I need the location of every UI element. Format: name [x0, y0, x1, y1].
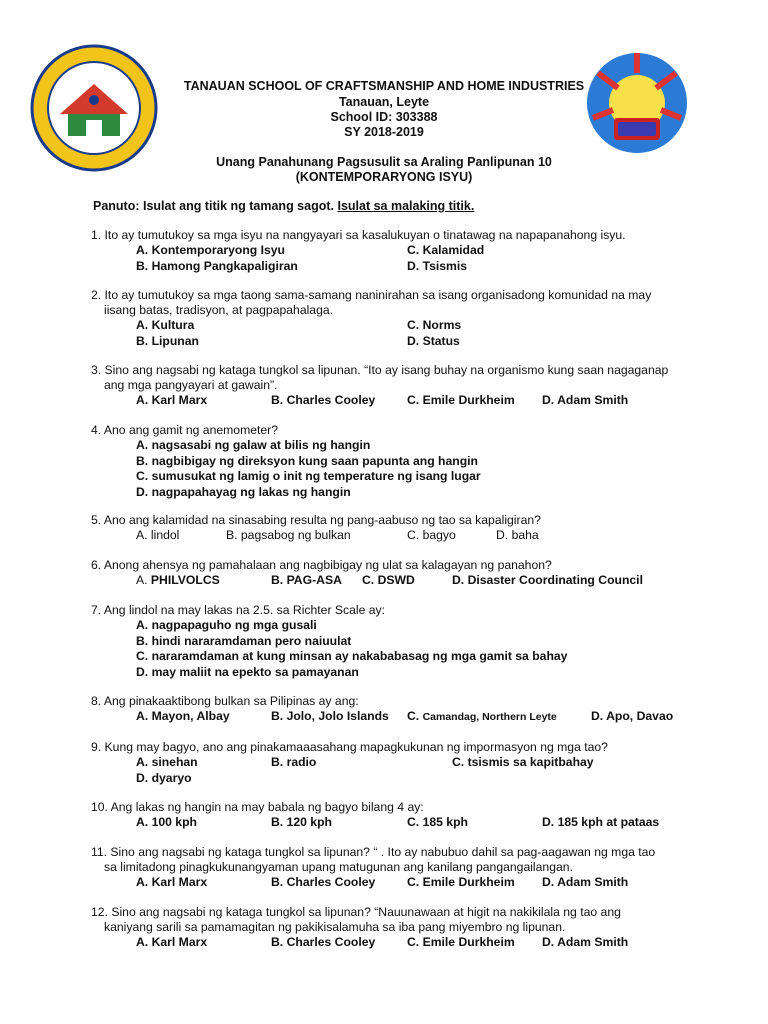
question-6	[91, 558, 691, 589]
option-a: A. Mayon, Albay	[136, 709, 230, 723]
question-3	[91, 363, 691, 409]
instructions-text: Panuto: Isulat ang titik ng tamang sagot.	[93, 199, 338, 213]
option-b: B. PAG-ASA	[271, 573, 342, 587]
question-stem: 2. Ito ay tumutukoy sa mga taong sama-samang naninirahan sa isang organisadong komunidad na may	[91, 288, 652, 302]
option-b: B. 120 kph	[271, 815, 332, 829]
option-c: C. 185 kph	[407, 815, 468, 829]
option-b: B. pagsabog ng bulkan	[226, 528, 351, 542]
option-b: B. Lipunan	[136, 333, 199, 348]
option-a: A. nagsasabi ng galaw at bilis ng hangin	[136, 438, 371, 452]
option-b: B. Hamong Pangkapaligiran	[136, 258, 298, 273]
option-a: A. Kultura	[136, 318, 195, 332]
option-d: D. Disaster Coordinating Council	[452, 573, 643, 587]
question-stem-cont: ang mga pangyayari at gawain”.	[104, 378, 278, 392]
option-c: C. Kalamidad	[407, 243, 485, 257]
option-c: C. Emile Durkheim	[407, 935, 515, 949]
question-stem: 4. Ano ang gamit ng anemometer?	[91, 423, 278, 437]
option-c: C. tsismis sa kapitbahay	[452, 755, 594, 769]
question-5	[91, 513, 691, 544]
option-b: B. Jolo, Jolo Islands	[271, 709, 389, 723]
school-name: TANAUAN SCHOOL OF CRAFTSMANSHIP AND HOME INDUSTRIES	[183, 79, 585, 93]
option-a: A. 100 kph	[136, 815, 197, 829]
school-year: SY 2018-2019	[344, 125, 424, 139]
option-a: A. Karl Marx	[136, 875, 208, 889]
option-a: A. lindol	[136, 528, 180, 542]
option-c: C. DSWD	[362, 573, 415, 587]
question-8	[91, 694, 691, 725]
question-4	[91, 423, 691, 500]
question-9	[91, 740, 691, 786]
option-d: D. Adam Smith	[542, 935, 629, 949]
option-d: D. 185 kph at pataas	[542, 815, 660, 829]
question-10	[91, 800, 691, 831]
exam-title: Unang Panahunang Pagsusulit sa Araling Panlipunan 10	[216, 155, 552, 169]
question-stem: 10. Ang lakas ng hangin na may babala ng bagyo bilang 4 ay:	[91, 800, 424, 814]
option-d: D. Apo, Davao	[591, 709, 674, 723]
option-d: D. Adam Smith	[542, 875, 629, 889]
option-a: A. sinehan	[136, 755, 198, 769]
option-c: C. sumusukat ng lamig o init ng temperature ng isang lugar	[136, 469, 481, 483]
question-stem-cont: iisang batas, tradisyon, at pagpapahalaga.	[104, 303, 334, 317]
option-c: C. Emile Durkheim	[407, 393, 515, 407]
option-a: PHILVOLCS	[150, 573, 220, 587]
instructions-underlined: Isulat sa malaking titik.	[337, 199, 475, 213]
option-b: B. nagbibigay ng direksyon kung saan papunta ang hangin	[136, 453, 478, 468]
school-location: Tanauan, Leyte	[338, 95, 430, 109]
option-d: D. Adam Smith	[542, 393, 629, 407]
option-c: C. bagyo	[407, 528, 456, 542]
option-a-prefix: A.	[136, 573, 151, 587]
question-stem: 11. Sino ang nagsabi ng kataga tungkol sa lipunan? “ . Ito ay nabubuo dahil sa pag-aagawan ng mga tao	[91, 845, 656, 859]
option-b: B. radio	[271, 755, 317, 769]
option-d: D. Status	[407, 333, 460, 348]
option-c-prefix: C.	[407, 709, 423, 723]
option-d: D. may maliit na epekto sa pamayanan	[136, 664, 359, 679]
school-id: School ID: 303388	[330, 110, 438, 124]
option-d: D. Tsismis	[407, 258, 468, 273]
option-b: B. Charles Cooley	[271, 875, 376, 889]
question-stem-cont: kaniyang sarili sa pamamagitan ng pakikisalamuha sa iba pang miyembro ng lipunan.	[104, 920, 566, 934]
option-d: D. baha	[496, 528, 539, 542]
instructions	[93, 199, 474, 213]
question-stem: 1. Ito ay tumutukoy sa mga isyu na nangyayari sa kasalukuyan o tinatawag na napapanahong isyu.	[91, 228, 626, 242]
option-b: B. Charles Cooley	[271, 935, 376, 949]
question-stem: 7. Ang lindol na may lakas na 2.5. sa Richter Scale ay:	[91, 603, 386, 617]
question-7	[91, 603, 691, 680]
option-a: A. Karl Marx	[136, 393, 208, 407]
question-stem: 9. Kung may bagyo, ano ang pinakamaaasahang mapagkukunan ng impormasyon ng mga tao?	[91, 740, 608, 754]
question-stem-cont: sa limitadong pinagkukunangyaman upang matugunan ang kanilang pangangailangan.	[104, 860, 573, 874]
question-stem: 6. Anong ahensya ng pamahalaan ang nagbibigay ng ulat sa kalagayan ng panahon?	[91, 558, 552, 572]
question-stem: 3. Sino ang nagsabi ng kataga tungkol sa lipunan. “Ito ay isang buhay na organismo kung saan nagaganap	[91, 363, 669, 377]
document-header	[0, 0, 768, 200]
option-c: Camandag, Northern Leyte	[422, 711, 557, 723]
option-c: C. nararamdaman at kung minsan ay nakababasag ng mga gamit sa bahay	[136, 649, 568, 663]
question-12	[91, 905, 691, 951]
question-stem: 5. Ano ang kalamidad na sinasabing resulta ng pang-aabuso ng tao sa kapaligiran?	[91, 513, 541, 527]
option-c: C. Emile Durkheim	[407, 875, 515, 889]
option-b: B. hindi nararamdaman pero naiuulat	[136, 633, 352, 648]
question-11	[91, 845, 691, 891]
option-d: D. dyaryo	[136, 770, 192, 785]
option-d: D. nagpapahayag ng lakas ng hangin	[136, 484, 351, 499]
exam-subtitle: (KONTEMPORARYONG ISYU)	[295, 170, 473, 184]
question-1	[91, 228, 691, 274]
option-a: A. Karl Marx	[136, 935, 208, 949]
option-a: A. nagpapaguho ng mga gusali	[136, 618, 317, 632]
option-a: A. Kontemporaryong Isyu	[136, 243, 285, 257]
option-b: B. Charles Cooley	[271, 393, 376, 407]
question-stem: 8. Ang pinakaaktibong bulkan sa Pilipinas ay ang:	[91, 694, 359, 708]
question-2	[91, 288, 691, 349]
question-stem: 12. Sino ang nagsabi ng kataga tungkol sa lipunan? “Nauunawaan at higit na nakikilala ng tao ang	[91, 905, 621, 919]
option-c: C. Norms	[407, 318, 462, 332]
